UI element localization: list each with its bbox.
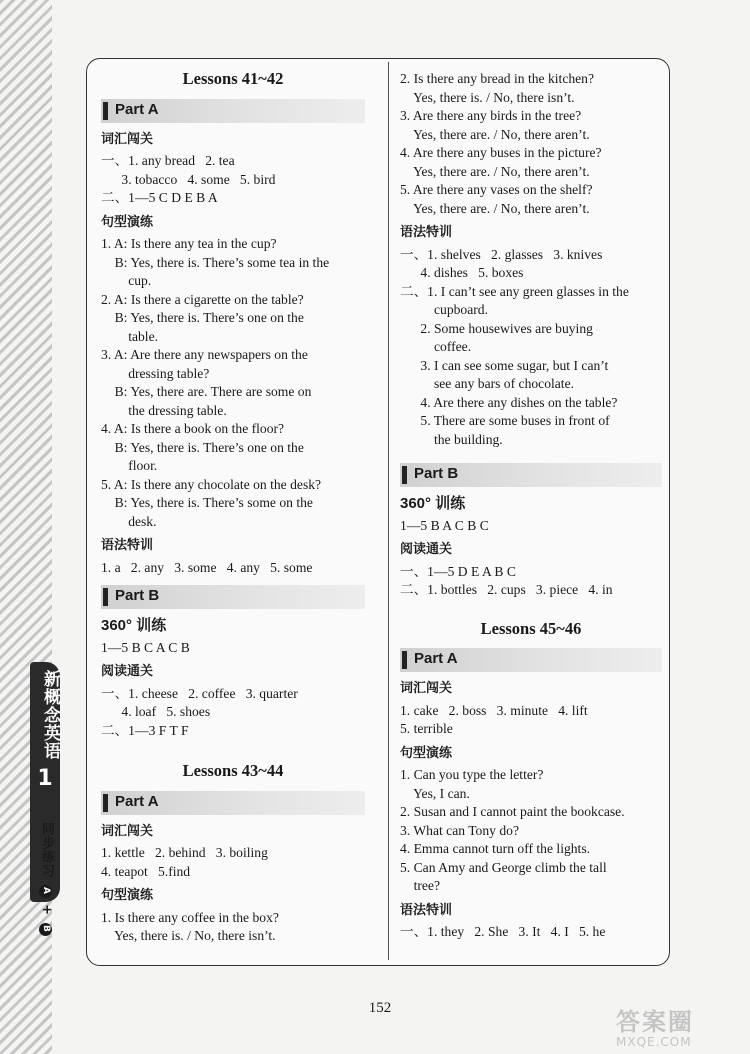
- answer-line: 4. loaf 5. shoes: [101, 704, 211, 719]
- section-heading: 语法特训: [400, 902, 453, 918]
- section-heading: 词汇闯关: [400, 681, 453, 696]
- right-column: [400, 70, 662, 942]
- answer-line: 一、1. cheese 2. coffee 3. quarter: [101, 685, 298, 701]
- answer-line: 1—5 B C A C B: [101, 639, 190, 655]
- answer-line: Yes, I can.: [400, 785, 470, 801]
- book-number: 1: [37, 766, 53, 791]
- lesson-title: Lessons 45~46: [480, 618, 582, 638]
- answer-line: 1—5 B A C B C: [400, 517, 489, 533]
- part-b-header: [400, 463, 662, 487]
- answer-line: 4. dishes 5. boxes: [400, 265, 524, 280]
- answer-line: 1. Can you type the letter?: [400, 767, 544, 782]
- answer-line: 5. Can Amy and George climb the tall: [400, 859, 607, 875]
- section-heading: 360° 训练: [400, 495, 466, 512]
- answer-line: 2. Some housewives are buying: [400, 320, 593, 336]
- answer-line: B: Yes, there is. There’s some on the: [101, 495, 313, 510]
- section-heading: 语法特训: [101, 538, 154, 553]
- watermark-url: MXQE.COM: [616, 1035, 692, 1049]
- answer-line: 二、1. bottles 2. cups 3. piece 4. in: [400, 582, 613, 597]
- answer-line: 1. Is there any coffee in the box?: [101, 909, 279, 925]
- answer-line: 3. tobacco 4. some 5. bird: [101, 171, 276, 187]
- section-heading: 阅读通关: [400, 542, 453, 557]
- answer-line: cupboard.: [400, 302, 488, 317]
- answer-line: 2. A: Is there a cigarette on the table?: [101, 291, 304, 307]
- answer-line: 4. Are there any dishes on the table?: [400, 394, 618, 410]
- answer-line: Yes, there is. / No, there isn’t.: [101, 928, 276, 943]
- answer-line: 1. cake 2. boss 3. minute 4. lift: [400, 702, 588, 718]
- answer-line: 1. a 2. any 3. some 4. any 5. some: [101, 559, 313, 575]
- answer-line: 2. Is there any bread in the kitchen?: [400, 71, 595, 86]
- part-label: Part B: [414, 465, 459, 482]
- column-divider: [388, 62, 389, 960]
- part-label: Part B: [115, 587, 160, 604]
- series-label: 同步练习: [39, 822, 54, 878]
- answer-line: Yes, there is. / No, there isn’t.: [400, 89, 575, 105]
- answer-line: 1. kettle 2. behind 3. boiling: [101, 845, 268, 860]
- answer-line: tree?: [400, 878, 440, 893]
- answer-line: 4. teapot 5.find: [101, 863, 191, 879]
- watermark-text: 答案圈: [616, 1008, 694, 1036]
- answer-line: 1. A: Is there any tea in the cup?: [101, 236, 277, 251]
- answer-line: 二、1—5 C D E B A: [101, 190, 218, 205]
- part-label: Part A: [414, 650, 458, 667]
- section-heading: 360° 训练: [101, 617, 167, 634]
- answer-line: B: Yes, there are. There are some on: [101, 384, 312, 399]
- answer-line: 一、1. shelves 2. glasses 3. knives: [400, 246, 603, 262]
- answer-line: 2. Susan and I cannot paint the bookcase.: [400, 804, 625, 819]
- answer-line: 3. A: Are there any newspapers on the: [101, 347, 308, 362]
- answer-line: 4. Are there any buses in the picture?: [400, 145, 602, 160]
- answer-line: the building.: [400, 431, 503, 447]
- answer-line: 5. Are there any vases on the shelf?: [400, 182, 593, 197]
- answer-line: 5. terrible: [400, 721, 453, 736]
- section-heading: 词汇闯关: [101, 131, 154, 147]
- answer-line: coffee.: [400, 339, 472, 354]
- lesson-title: Lessons 41~42: [182, 69, 284, 88]
- answer-line: 5. There are some buses in front of: [400, 413, 610, 428]
- part-a-header: [101, 791, 365, 815]
- series-label-group: [34, 822, 58, 937]
- answer-line: see any bars of chocolate.: [400, 376, 575, 391]
- lesson-title: Lessons 43~44: [182, 761, 284, 780]
- section-heading: 句型演练: [400, 745, 453, 761]
- answer-line: Yes, there are. / No, there aren’t.: [400, 200, 590, 216]
- answer-line: 3. Are there any birds in the tree?: [400, 108, 582, 123]
- answer-line: B: Yes, there is. There’s one on the: [101, 439, 304, 455]
- answer-line: 3. I can see some sugar, but I can’t: [400, 357, 609, 373]
- section-heading: 句型演练: [101, 214, 154, 230]
- answer-line: 二、1. I can’t see any green glasses in the: [400, 283, 629, 299]
- badge-b: B: [39, 923, 52, 936]
- answer-line: Yes, there are. / No, there aren’t.: [400, 163, 590, 179]
- watermark-logo: [616, 1002, 746, 1050]
- answer-line: B: Yes, there is. There’s one on the: [101, 310, 304, 325]
- answer-line: Yes, there are. / No, there aren’t.: [400, 126, 590, 142]
- answer-line: 4. Emma cannot turn off the lights.: [400, 841, 591, 856]
- answer-line: table.: [101, 328, 159, 344]
- answer-line: floor.: [101, 458, 158, 473]
- section-heading: 语法特训: [400, 225, 453, 240]
- answer-line: desk.: [101, 513, 157, 529]
- badge-a: A: [39, 885, 52, 898]
- section-heading: 句型演练: [101, 888, 154, 903]
- answer-line: 3. What can Tony do?: [400, 822, 519, 838]
- answer-line: dressing table?: [101, 365, 210, 381]
- answer-line: 二、1—3 F T F: [101, 722, 189, 738]
- answer-line: cup.: [101, 273, 152, 288]
- section-heading: 词汇闯关: [101, 823, 154, 839]
- answer-line: 一、1. any bread 2. tea: [101, 153, 235, 168]
- page-number: 152: [368, 1000, 392, 1016]
- answer-line: B: Yes, there is. There’s some tea in the: [101, 254, 330, 270]
- part-b-header: [101, 585, 365, 609]
- part-label: Part A: [115, 792, 159, 810]
- answer-line: 5. A: Is there any chocolate on the desk?: [101, 476, 322, 492]
- plus-sign: +: [39, 904, 54, 916]
- answer-line: 4. A: Is there a book on the floor?: [101, 421, 285, 436]
- answer-line: the dressing table.: [101, 402, 227, 418]
- section-heading: 阅读通关: [101, 664, 154, 679]
- left-column: [101, 66, 365, 946]
- answer-line: 一、1. they 2. She 3. It 4. I 5. he: [400, 924, 606, 939]
- book-title: 新概念英语: [40, 670, 60, 760]
- part-label: Part A: [115, 100, 159, 118]
- part-a-header: [400, 648, 662, 672]
- answer-line: 一、1—5 D E A B C: [400, 563, 516, 579]
- part-a-header: [101, 99, 365, 123]
